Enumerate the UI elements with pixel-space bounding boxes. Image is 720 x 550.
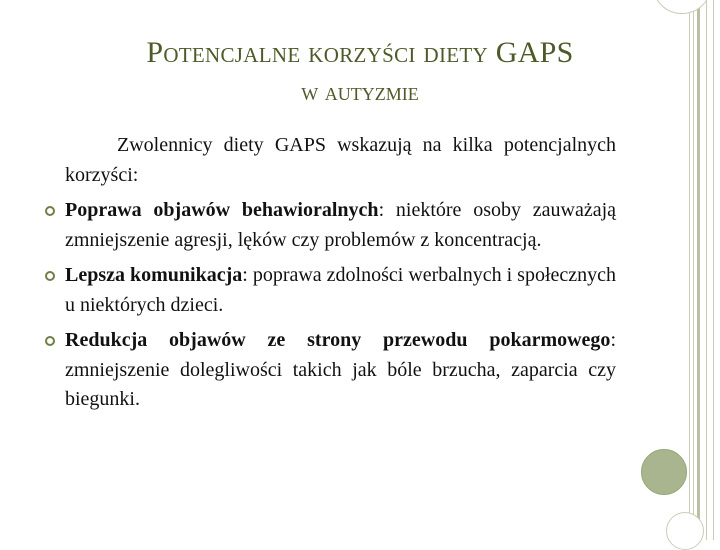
decorative-circle-top	[652, 0, 712, 14]
decorative-line	[693, 0, 694, 540]
decorative-line	[713, 0, 714, 540]
bullet-item	[65, 196, 616, 255]
decorative-line	[706, 0, 707, 540]
decorative-line	[697, 0, 700, 540]
decorative-circle-filled	[641, 449, 687, 495]
bullet-circle-icon	[43, 326, 57, 355]
bullet-circle-icon	[43, 196, 57, 225]
bullet-text: poprawa zdolności werbalnych i społecznych u niektórych dzieci.	[65, 264, 617, 316]
bullet-separator: :	[242, 264, 248, 286]
bullet-term: Poprawa objawów behawioralnych	[65, 199, 379, 221]
slide-title-line1: Potencjalne korzyści diety GAPS	[146, 36, 574, 69]
bullet-text: niektóre osoby zauważają zmniejszenie agresji, lęków czy problemów z koncentracją.	[65, 199, 617, 251]
bullet-separator: :	[610, 329, 616, 351]
decorative-line	[689, 0, 690, 540]
slide-body	[65, 131, 616, 421]
bullet-text: zmniejszenie dolegliwości takich jak bóle brzucha, zaparcia czy biegunki.	[65, 358, 616, 410]
slide-title-line2: w autyzmie	[301, 77, 419, 106]
bullet-term: Lepsza komunikacja	[65, 264, 243, 286]
bullet-item	[65, 261, 616, 320]
bullet-separator: :	[378, 199, 385, 221]
bullet-item	[65, 326, 616, 415]
intro-paragraph: Zwolennicy diety GAPS wskazują na kilka potencjalnych korzyści:	[65, 134, 616, 186]
bullet-circle-icon	[43, 261, 57, 290]
bullet-term: Redukcja objawów ze strony przewodu pokarmowego	[65, 329, 611, 351]
decorative-circle-bottom	[666, 512, 704, 550]
